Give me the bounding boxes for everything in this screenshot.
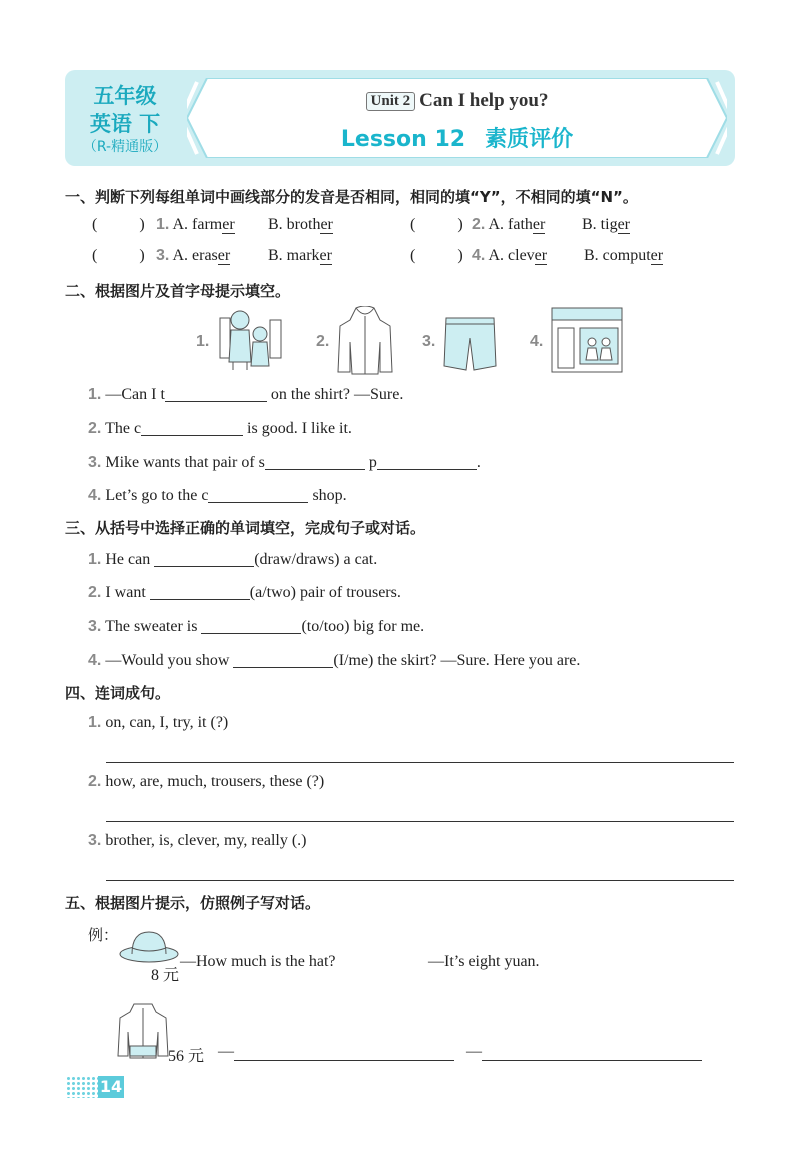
answer-line[interactable]: [106, 880, 734, 881]
s3-item-2: 2. I want (a/two) pair of trousers.: [88, 584, 401, 601]
answer-paren-1[interactable]: ( ): [92, 216, 145, 233]
girls-trying-clothes-icon: [218, 306, 284, 372]
jacket-icon: [116, 1002, 170, 1060]
pic-label-3: 3.: [422, 333, 436, 350]
grade-line1: 五年级: [93, 84, 157, 108]
s4-item-1: 1. on, can, I, try, it (?): [88, 714, 229, 731]
unit-title-line: [187, 90, 727, 112]
section2-title: 二、根据图片及首字母提示填空。: [65, 282, 291, 300]
blank-input[interactable]: [141, 419, 243, 436]
blank-input[interactable]: [208, 486, 308, 503]
s2-item-3: 3. Mike wants that pair of s p .: [88, 454, 481, 471]
answer-paren-3[interactable]: ( ): [92, 247, 145, 264]
header-banner: [65, 70, 735, 166]
page-number: 14: [99, 1077, 123, 1096]
s1-item-4: 4. A. clever: [472, 247, 548, 264]
blank-input[interactable]: [377, 453, 477, 470]
blank-input[interactable]: [201, 617, 301, 634]
blank-input[interactable]: [150, 583, 250, 600]
section5-title: 五、根据图片提示，仿照例子写对话。: [65, 894, 321, 912]
s1-item-3-b: B. marker: [268, 247, 332, 264]
blank-input[interactable]: [233, 651, 333, 668]
example-label: 例：: [88, 926, 119, 944]
s3-item-3: 3. The sweater is (to/too) big for me.: [88, 618, 425, 635]
s3-item-1: 1. He can (draw/draws) a cat.: [88, 551, 378, 568]
task-price: 56 元: [168, 1048, 205, 1065]
example-question: —How much is the hat?: [180, 953, 336, 970]
s2-item-1: 1. —Can I t on the shirt? —Sure.: [88, 386, 404, 403]
section1-title: 一、判断下列每组单词中画线部分的发音是否相同，相同的填“Y”，不相同的填“N”。: [65, 188, 638, 206]
unit-badge: Unit 2: [366, 92, 416, 111]
jacket-icon: [336, 306, 394, 376]
clothes-shop-icon: [550, 306, 624, 374]
lesson-title-line: [187, 122, 727, 153]
page-number-badge: [66, 1076, 126, 1098]
s3-item-4: 4. —Would you show (I/me) the skirt? —Sure. Here you are.: [88, 652, 581, 669]
s1-item-4-b: B. computer: [584, 247, 664, 264]
s1-item-2-b: B. tiger: [582, 216, 630, 233]
lesson-subtitle: 素质评价: [485, 127, 574, 152]
s4-item-3: 3. brother, is, clever, my, really (.): [88, 832, 307, 849]
task-dash-1: —: [218, 1043, 234, 1060]
s1-item-2: 2. A. father: [472, 216, 546, 233]
blank-input[interactable]: [165, 385, 267, 402]
s1-item-1: 1. A. farmer: [156, 216, 235, 233]
answer-line[interactable]: [106, 762, 734, 763]
lesson-number: Lesson 12: [340, 127, 466, 152]
section2-pictures: [0, 306, 800, 376]
dots-pattern: [66, 1076, 98, 1098]
shorts-icon: [442, 316, 498, 374]
s4-item-2: 2. how, are, much, trousers, these (?): [88, 773, 325, 790]
example-answer: —It’s eight yuan.: [428, 953, 540, 970]
blank-input[interactable]: [154, 550, 254, 567]
answer-line[interactable]: [482, 1060, 702, 1061]
example-price: 8 元: [151, 967, 180, 984]
section3-title: 三、从括号中选择正确的单词填空，完成句子或对话。: [65, 519, 426, 537]
s1-item-1-b: B. brother: [268, 216, 333, 233]
pic-label-1: 1.: [196, 333, 210, 350]
task-dash-2: —: [466, 1043, 482, 1060]
s2-item-2: 2. The c is good. I like it.: [88, 420, 352, 437]
grade-line2: 英语 下: [89, 112, 161, 136]
grade-line3: （R-精通版）: [82, 139, 168, 155]
pic-label-2: 2.: [316, 333, 330, 350]
blank-input[interactable]: [265, 453, 365, 470]
s2-item-4: 4. Let’s go to the c shop.: [88, 487, 347, 504]
answer-line[interactable]: [234, 1060, 454, 1061]
answer-line[interactable]: [106, 821, 734, 822]
s1-item-3: 3. A. eraser: [156, 247, 231, 264]
answer-paren-4[interactable]: ( ): [410, 247, 463, 264]
answer-paren-2[interactable]: ( ): [410, 216, 463, 233]
section4-title: 四、连词成句。: [65, 684, 171, 702]
pic-label-4: 4.: [530, 333, 544, 350]
unit-title: Can I help you?: [419, 90, 549, 111]
hat-icon: [118, 928, 180, 964]
grade-label: [65, 70, 185, 166]
